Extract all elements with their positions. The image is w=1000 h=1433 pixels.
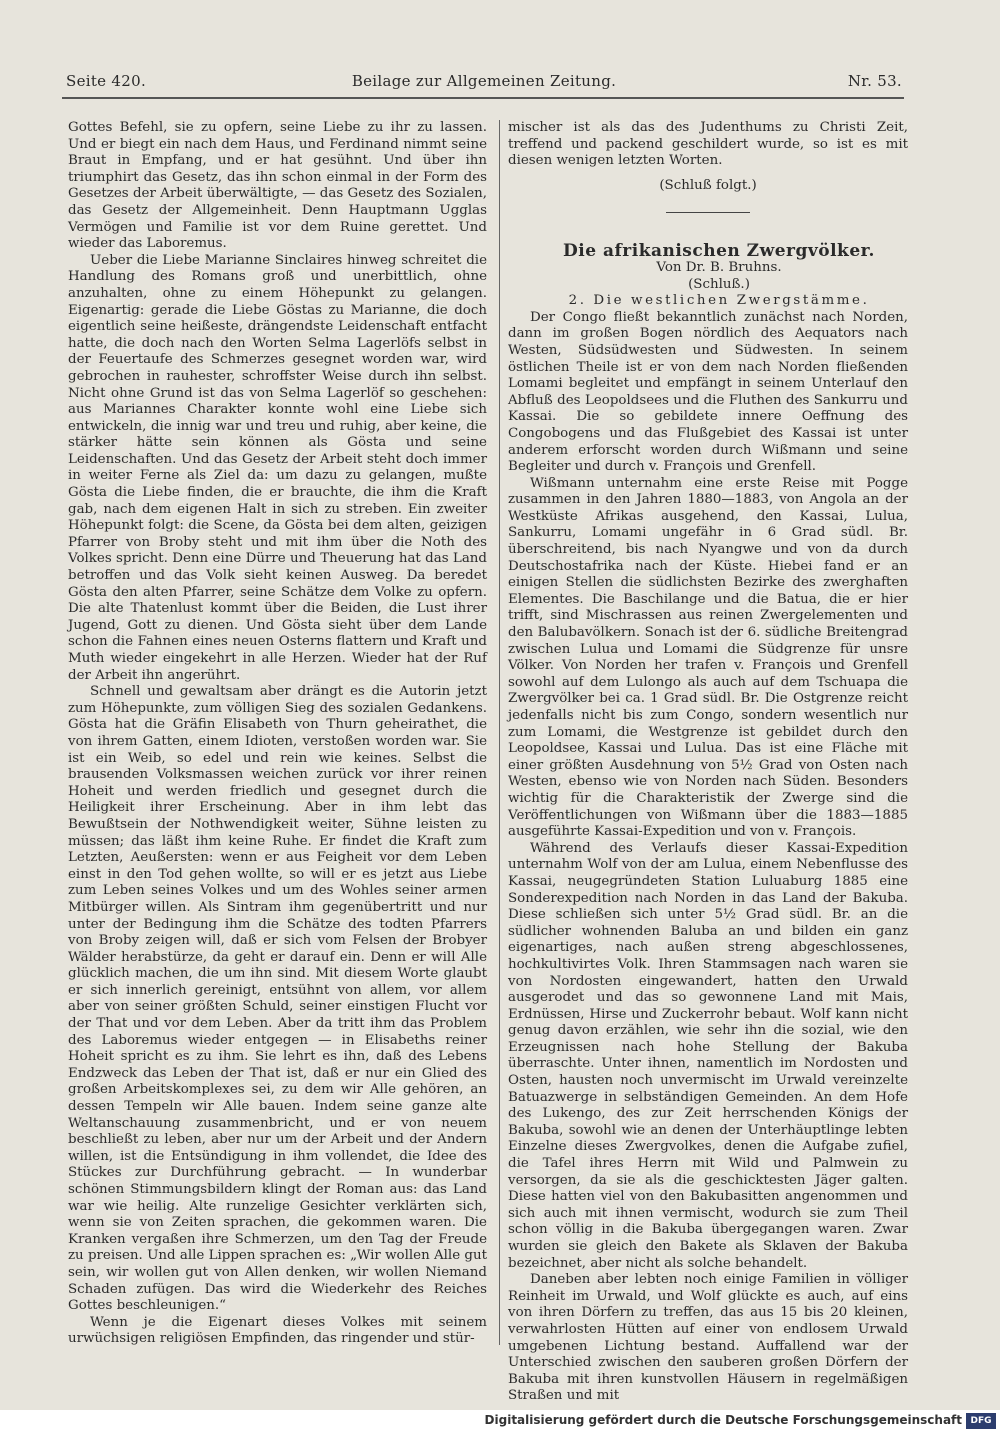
page-header [66, 72, 902, 96]
to-be-continued-note: (Schluß folgt.) [659, 177, 757, 193]
paragraph: Während des Verlaufs dieser Kassai-Expedition unternahm Wolf von der am Lulua, einem Nebenflusse des Kassai, neugegründeten Station Luluaburg 1885 eine Sonderexpedition nach Norden in das Land der Bakuba. Diese schließen sich unter 5½ Grad südl. Br. an die südlicher wohnenden Baluba an und bilden ein ganz eigenartiges, nach außen streng abgeschlossenes, hochkultivirtes Volk. Ihren Stammsagen nach waren sie von Nordosten eingewandert, hatten den Urwald ausgerodet und das so gewonnene Land mit Mais, Erdnüssen, Hirse und Zuckerrohr bebaut. Wolf kann nicht genug davon erzählen, wie sehr ihn die sozial, wie den Erzeugnissen nach hohe Stellung der Bakuba überraschte. Unter ihnen, namentlich im Nordosten und Osten, hausten noch unvermischt im Urwald vereinzelte Batuazwerge in selbständigen Gemeinden. An dem Hofe des Lukengo, des zur Zeit herrschenden Königs der Bakuba, sowohl wie an denen der Unterhäuptlinge lebten Einzelne dieses Zwergvolkes, denen die Aufgabe zufiel, die Tafel ihres Herrn mit Wild und Palmwein zu versorgen, da sie als die geschicktesten Jäger galten. Diese hatten viel von den Bakubasitten angenommen und sich auch mit ihnen vermischt, wodurch sie zum Theil schon völlig in die Bakuba übergegangen waren. Zwar wurden sie gleich den Bakete als Sklaven der Bakuba bezeichnet, aber nicht als solche behandelt. [508, 840, 908, 1271]
paragraph: Wißmann unternahm eine erste Reise mit Pogge zusammen in den Jahren 1880—1883, von Angola an der Westküste Afrikas ausgehend, den Kassai, Lulua, Sankurru, Lomami ungefähr in 6 Grad südl. Br. überschreitend, bis nach Nyangwe und von da durch Deutschostafrika nach der Küste. Hiebei fand er an einigen Stellen die südlichsten Bezirke des zwerghaften Elementes. Die Baschilange und die Batua, die er hier trifft, sind Mischrassen aus reinen Zwergelementen und den Balubavölkern. Sonach ist der 6. südliche Breitengrad zwischen Lulua und Lomami die Südgrenze für unsre Völker. Von Norden her trafen v. François und Grenfell sowohl auf dem Lulongo als auch auf dem Tschuapa die Zwergvölker bei ca. 1 Grad südl. Br. Die Ostgrenze reicht jedenfalls nicht bis zum Congo, sondern wesentlich nur zum Lomami, die Westgrenze ist gebildet durch den Leopoldsee, Kassai und Lulua. Das ist eine Fläche mit einer größten Ausdehnung von 5½ Grad von Osten nach Westen, ebenso wie von Norden nach Süden. Besonders wichtig für die Charakteristik der Zwerge sind die Veröffentlichungen von Wißmann über die 1883—1885 ausgeführte Kassai-Expedition und von v. François. [508, 475, 908, 840]
digitization-footer [0, 1410, 1000, 1433]
publication-title: Beilage zur Allgemeinen Zeitung. [351, 72, 617, 90]
section-heading: 2. Die westlichen Zwergstämme. [568, 293, 870, 309]
paragraph: Ueber die Liebe Marianne Sinclaires hinweg schreitet die Handlung des Romans groß und unerbittlich, ohne anzuhalten, ohne zu einem Höhepunkt zu gelangen. Eigenartig: gerade die Liebe Göstas zu Marianne, die doch eigentlich seine heißeste, drängendste Leidenschaft entfacht hatte, die doch nach den Worten Selma Lagerlöfs selbst in der Feuertaufe des Schmerzes gesegnet worden war, wird gebrochen in rauhester, schroffster Weise durch ihn selbst. Nicht ohne Grund ist das von Selma Lagerlöf so geschehen: aus Mariannes Charakter konnte wohl eine Liebe sich entwickeln, die innig war und treu und ruhig, aber keine, die stärker hätte sein können als Gösta und seine Leidenschaften. Und das Gesetz der Arbeit steht doch immer in weiter Ferne als Ziel da: um dazu zu gelangen, mußte Gösta die Liebe finden, die er brauchte, die ihm die Kraft gab, nach dem eigenen Halt in sich zu streben. Ein zweiter Höhepunkt folgt: die Scene, da Gösta bei dem alten, geizigen Pfarrer von Broby steht und mit ihm über die Noth des Volkes spricht. Denn eine Dürre und Theuerung hat das Land betroffen und das Volk sieht keinen Ausweg. Da beredet Gösta den alten Pfarrer, seine Schätze dem Volke zu opfern. Die alte Thatenlust kommt über die Beiden, die Lust ihrer Jugend, Gott zu dienen. Und Gösta sieht über dem Lande schon die Fahnen eines neuen Osterns flattern und Kraft und Muth wieder eingekehrt in alle Herzen. Wieder hat der Ruf der Arbeit ihn angerührt. [68, 252, 487, 683]
header-rule [62, 97, 904, 99]
column-divider [499, 120, 500, 1345]
left-column [68, 120, 487, 1348]
paragraph: Der Congo fließt bekanntlich zunächst nach Norden, dann im großen Bogen nördlich des Aequators nach Westen, Südsüdwesten und Südwesten. In seinem östlichen Theile ist er von dem nach Norden fließenden Lomami begleitet und empfängt in seinem Unterlauf den Abfluß des Leopoldsees und die Fluthen des Sankurru und Kassai. Die so gebildete innere Oeffnung des Congobogens und das Flußgebiet des Kassai ist unter anderem erforscht worden durch Wißmann und seine Begleiter und durch v. François und Grenfell. [508, 309, 908, 475]
paragraph: Wenn je die Eigenart dieses Volkes mit seinem urwüchsigen religiösen Empfinden, das ringender und stür- [68, 1314, 487, 1347]
continued-text: mischer ist als das des Judenthums zu Christi Zeit, treffend und packend geschildert wurde, so ist es mit diesen wenigen letzten Worten. [508, 120, 908, 169]
article-title: Die afrikanischen Zwergvölker. [563, 241, 875, 262]
funding-credit: Digitalisierung gefördert durch die Deutsche Forschungsgemeinschaft [484, 1413, 962, 1427]
issue-number: Nr. 53. [847, 72, 902, 90]
conclusion-note: (Schluß.) [688, 276, 750, 292]
right-column [508, 120, 908, 1405]
article-author: Von Dr. B. Bruhns. [656, 259, 782, 275]
article-separator [666, 212, 750, 213]
page-number: Seite 420. [66, 72, 147, 90]
dfg-logo-icon: DFG [966, 1413, 996, 1429]
paragraph: Gottes Befehl, sie zu opfern, seine Liebe zu ihr zu lassen. Und er biegt ein nach dem Haus, und Ferdinand nimmt seine Braut in Empfang, und er hat gesühnt. Und über ihn triumphirt das Gesetz, das ihn schon einmal in der Form des Gesetzes der Arbeit überwältigte, — das Gesetz des Sozialen, das Gesetz der Allgemeinheit. Denn Hauptmann Ugglas Vermögen und Familie ist vor dem Ruine gerettet. Und wieder das Laboremus. [68, 120, 487, 252]
paragraph: Schnell und gewaltsam aber drängt es die Autorin jetzt zum Höhepunkte, zum völligen Sieg des sozialen Gedankens. Gösta hat die Gräfin Elisabeth von Thurn geheirathet, die von ihrem Gatten, einem Idioten, verstoßen worden war. Sie ist ein Weib, so edel und rein wie keines. Selbst die brausenden Volksmassen weichen zurück vor ihrer reinen Hoheit und werden friedlich und gesegnet durch die Heiligkeit ihrer Erscheinung. Aber in ihm lebt das Bewußtsein der Nothwendigkeit weiter, Sühne leisten zu müssen; das läßt ihm keine Ruhe. Er findet die Kraft zum Letzten, Aeußersten: wenn er aus Feigheit vor dem Leben einst in den Tod gehen wollte, so will er es jetzt aus Liebe zum Leben seines Volkes und um des Wohles seiner armen Mitbürger willen. Als Sintram ihm gegenübertritt und nur unter der Bedingung ihm die Schätze des todten Pfarrers von Broby zeigen will, daß er sich vom Felsen der Brobyer Wälder herabstürze, da geht er darauf ein. Denn er will Alle glücklich machen, die um ihn sind. Mit diesem Worte glaubt er sich innerlich gereinigt, entsühnt von allem, vor allem aber von seiner größten Schuld, seiner einstigen Flucht vor der That und vor dem Leben. Aber da tritt ihm das Problem des Laboremus wieder entgegen — in Elisabeths reiner Hoheit spricht es zu ihm. Sie lehrt es ihn, daß des Lebens Endzweck das Leben der That ist, daß er nur ein Glied des großen Arbeitskomplexes sei, zu dem wir Alle gehören, an dessen Tempeln wir Alle bauen. Indem seine ganze alte Weltanschauung zusammenbricht, und er von neuem beschließt zu leben, aber nur um der Arbeit und der Andern willen, ist die Entsündigung in ihm vollendet, die Idee des Stückes zur Durchführung gebracht. — In wunderbar schönen Stimmungsbildern klingt der Roman aus: das Land war wie heilig. Alte runzelige Gesichter verklärten sich, wenn sie von Zeiten sprachen, die gekommen waren. Die Kranken vergaßen ihre Schmerzen, um den Tag der Freude zu preisen. Und alle Lippen sprachen es: „Wir wollen Alle gut sein, wir wollen gut von Allen denken, wir wollen Niemand Schaden zufügen. Das wird die Wiederkehr des Reiches Gottes beschleunigen.“ [68, 684, 487, 1314]
paragraph: Daneben aber lebten noch einige Familien in völliger Reinheit im Urwald, und Wolf glückte es auch, auf eins von ihren Dörfern zu treffen, das aus 15 bis 20 kleinen, verwahrlosten Hütten auf einer von endlosem Urwald umgebenen Lichtung bestand. Auffallend war der Unterschied zwischen den sauberen großen Dörfern der Bakuba mit ihren kunstvollen Häusern in regelmäßigen Straßen und mit [508, 1272, 908, 1404]
